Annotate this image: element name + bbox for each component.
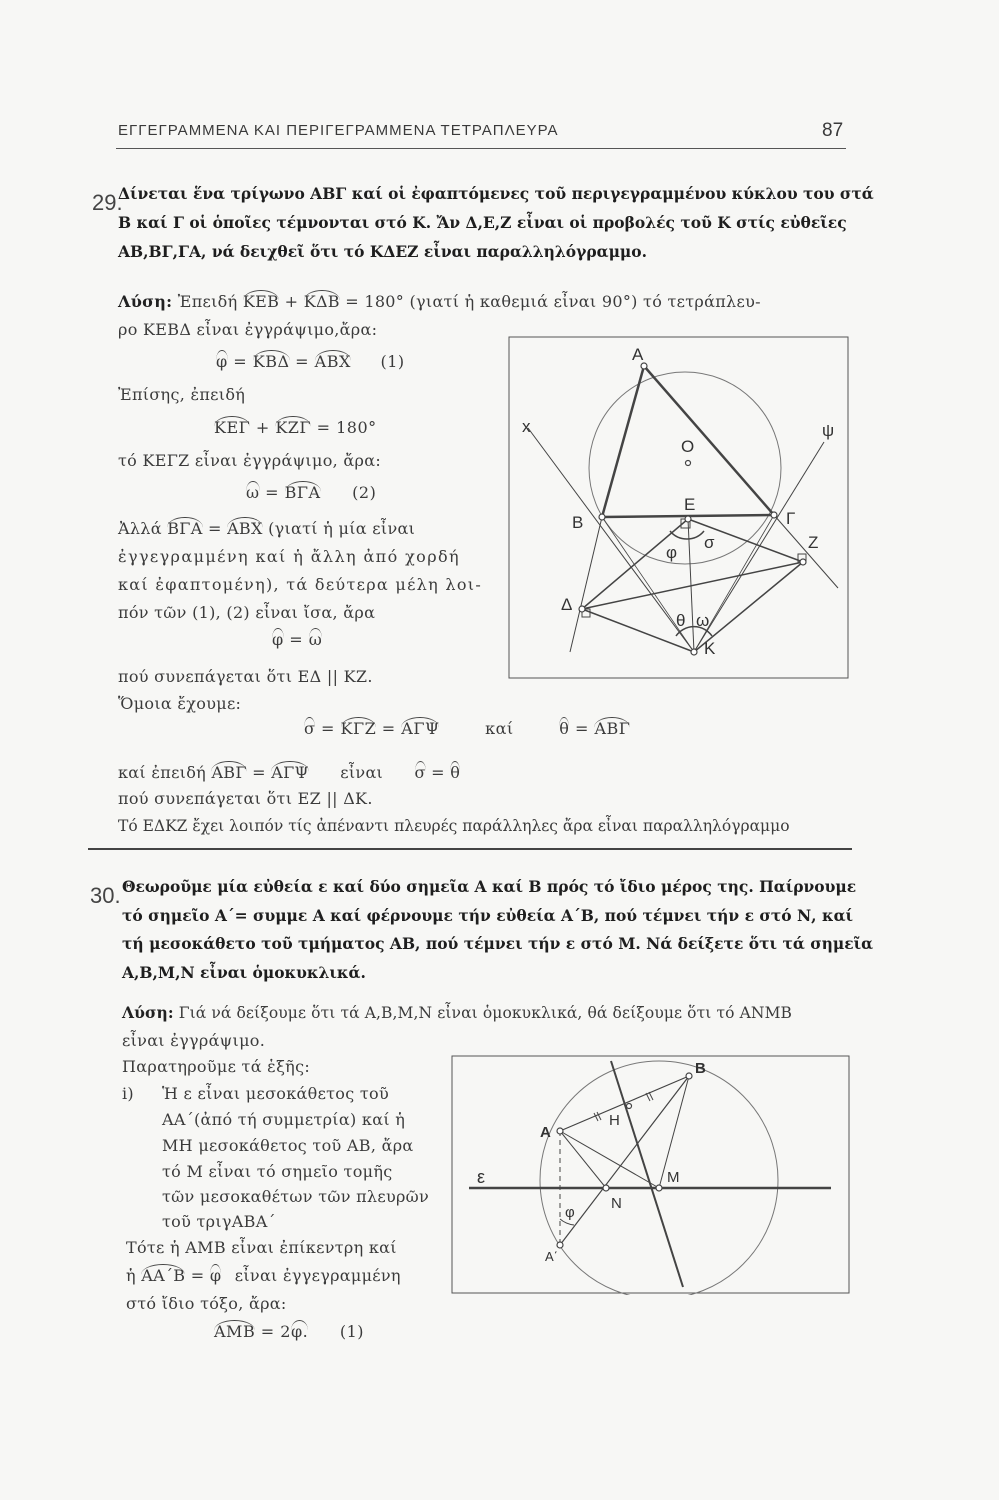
segment-ab <box>560 1076 689 1131</box>
item-i-line1: Ἡ ε εἶναι μεσοκάθετος τοῦ <box>162 1084 389 1103</box>
angle-abg: ΑΒΓ <box>211 763 247 782</box>
point-h <box>627 1104 632 1109</box>
angle-kbd: ΚΒΔ <box>252 352 290 371</box>
angle-kdb: ΚΔΒ <box>303 292 340 311</box>
label-e: Ε <box>684 495 696 514</box>
side-ag <box>644 366 774 515</box>
label-z: Ζ <box>808 533 819 552</box>
angle-abg: ΑΒΓ <box>594 719 631 738</box>
section-divider <box>88 848 852 850</box>
problem-29-figure <box>508 336 850 680</box>
equals-sign: = <box>252 763 266 782</box>
label-sigma: σ <box>704 533 715 552</box>
side-ab <box>602 366 644 517</box>
p30-line-i <box>126 1266 401 1285</box>
label-theta: θ <box>676 611 686 630</box>
angle-phi: φ <box>216 352 228 371</box>
p29-text: (γιατί ἡ μία εἶναι <box>268 519 416 538</box>
problem-30-statement-line2: τό σημεῖο Α΄= συμμε Α καί φέρνουμε τήν εὐθεία Α΄Β, πού τέμνει τήν ε στό Ν, καί <box>122 906 853 925</box>
angle-theta: θ <box>450 763 461 782</box>
figure-frame <box>452 1056 849 1293</box>
point-o <box>686 461 691 466</box>
angle-bga: ΒΓΑ <box>167 519 203 538</box>
item-i-line5: τῶν μεσοκαθέτων τῶν πλευρῶν <box>162 1187 430 1206</box>
label-a: Α <box>632 345 644 364</box>
problem-29-statement-line2: Β καί Γ οἱ ὁποῖες τέμνονται στό Κ. Ἄν Δ,Ε,Ζ εἶναι οἱ προβολές τοῦ Κ στίς εὐθεῖες <box>118 213 847 232</box>
p29-text: Ἀλλά <box>118 519 162 538</box>
angle-amb: ΑΜΒ <box>214 1322 256 1341</box>
equation-number: (1) <box>339 1322 365 1341</box>
angle-aab: ΑΑ΄Β <box>141 1266 186 1285</box>
p29-equation-4 <box>304 719 630 738</box>
line-ad-extension <box>570 517 602 652</box>
p29-text: εἶναι <box>340 763 384 782</box>
equals-sign: = <box>321 719 335 738</box>
point-e <box>685 516 691 522</box>
p30-solution-line1 <box>122 1003 792 1022</box>
p30-equation-1 <box>214 1322 364 1341</box>
p30-text: Γιά νά δείξουμε ὅτι τά Α,Β,Μ,Ν εἶναι ὁμοκυκλικά, θά δείξουμε ὅτι τό ΑΝΜΒ <box>178 1004 793 1022</box>
p30-text: ἡ <box>126 1266 136 1285</box>
p29-equation-3 <box>272 630 322 649</box>
segment-dz <box>582 562 803 609</box>
p30-solution-line3: Παρατηροῦμε τά ἑξῆς: <box>122 1057 311 1076</box>
p29-line-pon: πόν τῶν (1), (2) εἶναι ἴσα, ἄρα <box>118 603 376 622</box>
p29-line-pou2: πού συνεπάγεται ὅτι ΕΖ || ΔΚ. <box>118 789 373 808</box>
angle-agpsi: ΑΓΨ <box>271 763 309 782</box>
label-b: Β <box>572 513 584 532</box>
label-h: Η <box>609 1112 620 1129</box>
p29-line-kai-epeidi <box>118 763 460 782</box>
point-n <box>603 1185 609 1191</box>
item-i-line4: τό Μ εἶναι τό σημεῖο τομῆς <box>162 1162 393 1181</box>
label-epsilon: ε <box>477 1167 486 1187</box>
tick-mark <box>646 1093 650 1101</box>
problem-29-statement-line3: ΑΒ,ΒΓ,ΓΑ, νά δειχθεῖ ὅτι τό ΚΔΕΖ εἶναι παραλληλόγραμμο. <box>118 242 648 261</box>
label-d: Δ <box>561 595 573 614</box>
running-header: ΕΓΓΕΓΡΑΜΜΕΝΑ ΚΑΙ ΠΕΡΙΓΕΓΡΑΜΜΕΝΑ ΤΕΤΡΑΠΛΕΥΡΑ <box>118 122 559 139</box>
p30-solution-label: Λύση: <box>122 1003 174 1022</box>
point-g <box>771 512 777 518</box>
item-i-line2: ΑΑ΄(ἀπό τή συμμετρία) καί ἡ <box>162 1110 406 1129</box>
angle-omega: ω <box>246 483 260 502</box>
p30-line-tote: Τότε ἡ ΑΜΒ εἶναι ἐπίκεντρη καί <box>126 1238 397 1257</box>
p29-solution-line2: ρο ΚΕΒΔ εἶναι ἐγγράψιμο,ἄρα: <box>118 320 378 339</box>
p29-equation-1 <box>216 352 405 371</box>
equals-sign: = <box>381 719 396 738</box>
angle-theta: θ <box>559 719 570 738</box>
equals-sign: = <box>289 630 304 649</box>
angle-sigma: σ <box>304 719 316 738</box>
equals-180: = 180° <box>316 418 377 437</box>
label-phi: φ <box>565 1204 575 1221</box>
segment-an <box>560 1131 606 1188</box>
p29-line-omoia: Ὅμοια ἔχουμε: <box>118 694 242 713</box>
label-b: Β <box>695 1060 706 1077</box>
problem-30-statement-line4: Α,Β,Μ,Ν εἶναι ὁμοκυκλικά. <box>122 963 366 982</box>
p29-text: καί <box>485 719 514 738</box>
circumcircle <box>589 372 781 564</box>
tick-mark <box>594 1113 598 1121</box>
label-k: Κ <box>704 639 716 658</box>
p30-line-sto: στό ἴδιο τόξο, ἄρα: <box>126 1294 287 1313</box>
circle-abmn <box>540 1061 778 1295</box>
equals-two: = 2 <box>260 1322 291 1341</box>
item-i-line6: τοῦ τριγΑΒΑ΄ <box>162 1212 276 1231</box>
problem-30-number: 30. <box>90 883 121 908</box>
p29-line-episis: Ἐπίσης, ἐπειδή <box>118 385 246 404</box>
p30-text: εἶναι ἐγγεγραμμένη <box>234 1266 401 1285</box>
problem-29-number: 29. <box>92 190 123 215</box>
page-number: 87 <box>822 120 844 141</box>
p29-equation-2 <box>246 483 376 502</box>
angle-keg: ΚΕΓ <box>214 418 251 437</box>
point-m <box>656 1185 662 1191</box>
angle-kzg: ΚΖΓ <box>275 418 311 437</box>
point-d <box>579 606 585 612</box>
p29-line-final: Τό ΕΔΚΖ ἔχει λοιπόν τίς ἀπέναντι πλευρές παράλληλες ἄρα εἶναι παραλληλόγραμμο <box>118 817 790 835</box>
p29-line-alla <box>118 519 415 538</box>
item-i-label: i) <box>122 1084 134 1103</box>
point-a <box>557 1128 563 1134</box>
equals-sign: = <box>295 352 310 371</box>
arc-phi-sigma <box>670 531 704 539</box>
p29-line-eggegr: ἐγγεγραμμένη καί ἡ ἄλλη ἀπό χορδή <box>118 547 461 566</box>
plus-sign: + <box>255 418 270 437</box>
p29-line-efapt: καί ἐφαπτομένη), τά δεύτερα μέλη λοι- <box>118 575 483 594</box>
angle-abx: ΑΒΧ <box>227 519 263 538</box>
problem-29-statement-line1: Δίνεται ἕνα τρίγωνο ΑΒΓ καί οἱ ἐφαπτόμενες τοῦ περιγεγραμμένου κύκλου του στά <box>118 184 874 203</box>
p29-line-kegz: τό ΚΕΓΖ εἶναι ἐγγράψιμο, ἄρα: <box>118 451 382 470</box>
item-i-line3: ΜΗ μεσοκάθετος τοῦ ΑΒ, ἄρα <box>162 1136 414 1155</box>
point-b <box>686 1073 692 1079</box>
label-n: Ν <box>611 1195 622 1212</box>
plus-sign: + <box>284 292 299 311</box>
label-a: Α <box>540 1124 551 1141</box>
header-rule <box>116 148 846 149</box>
equation-number: (1) <box>380 352 405 371</box>
equals-sign: = <box>431 763 445 782</box>
point-k <box>691 649 697 655</box>
angle-phi: φ <box>209 1266 222 1285</box>
problem-30-statement-line1: Θεωροῦμε μία εὐθεία ε καί δύο σημεῖα Α καί Β πρός τό ἴδιο μέρος της. Παίρνουμε <box>122 877 857 896</box>
angle-phi: φ <box>272 630 284 649</box>
label-g: Γ <box>786 509 796 528</box>
point-b <box>599 514 605 520</box>
angle-kgz: ΚΓΖ <box>340 719 377 738</box>
p29-equation-keg <box>214 418 377 437</box>
equals-sign: = <box>233 352 248 371</box>
p29-text: = 180° (γιατί ἡ καθεμιά εἶναι 90°) τό τετράπλευ- <box>345 292 761 311</box>
p29-line-pou1: πού συνεπάγεται ὅτι ΕΔ || ΚΖ. <box>118 667 373 686</box>
angle-abx: ΑΒΧ <box>314 352 351 371</box>
angle-omega: ω <box>308 630 323 649</box>
label-phi: φ <box>666 543 678 562</box>
p29-solution-label: Λύση: <box>118 292 173 311</box>
label-m: Μ <box>667 1169 680 1186</box>
angle-keb: ΚΕΒ <box>242 292 280 311</box>
label-omega: ω <box>696 611 710 630</box>
problem-30-figure <box>451 1055 851 1295</box>
label-a-prime: Α΄ <box>545 1249 558 1264</box>
angle-phi: φ. <box>290 1322 309 1341</box>
angle-agpsi: ΑΓΨ <box>401 719 440 738</box>
equals-sign: = <box>190 1266 205 1285</box>
equals-sign: = <box>574 719 589 738</box>
equals-sign: = <box>207 519 222 538</box>
point-z <box>800 559 806 565</box>
problem-30-statement-line3: τή μεσοκάθετο τοῦ τμήματος ΑΒ, πού τέμνει τήν ε στό Μ. Νά δείξετε ὅτι τά σημεῖα <box>122 934 874 953</box>
label-x: x <box>522 417 531 436</box>
tangent-bx <box>528 428 694 652</box>
p29-text: καί ἐπειδή <box>118 763 207 782</box>
p29-text: Ἐπειδή <box>177 292 238 311</box>
label-o: Ο <box>681 437 695 456</box>
tick-mark <box>649 1092 653 1100</box>
p30-solution-line2: εἶναι ἐγγράψιμο. <box>122 1031 266 1050</box>
angle-bga: ΒΓΑ <box>284 483 321 502</box>
label-psi: ψ <box>822 421 835 440</box>
angle-sigma: σ <box>414 763 426 782</box>
equals-sign: = <box>265 483 280 502</box>
p29-solution-line1 <box>118 292 761 311</box>
point-a-prime <box>557 1242 563 1248</box>
equation-number: (2) <box>352 483 377 502</box>
